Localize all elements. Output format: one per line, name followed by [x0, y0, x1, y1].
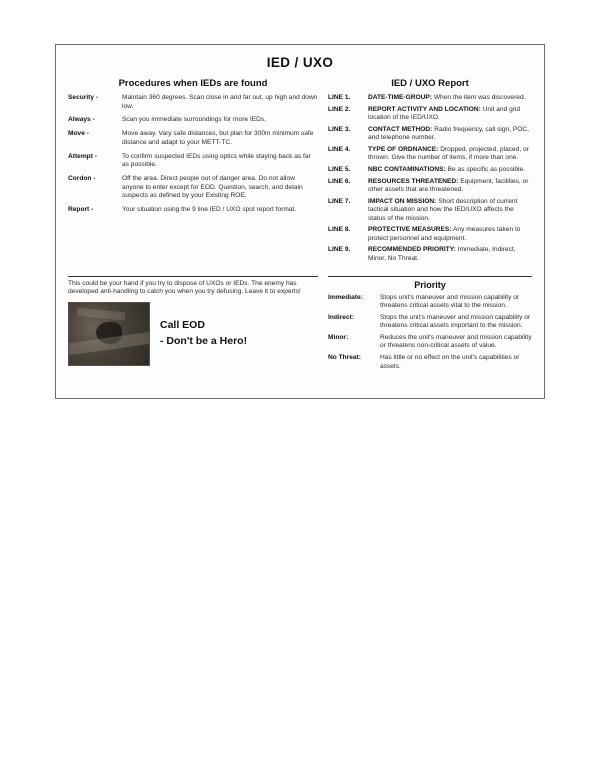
procedure-item [68, 94, 318, 111]
report-line [328, 146, 532, 163]
report-line [328, 166, 532, 175]
report-column [328, 78, 532, 267]
report-line-text: Radio frequency, call sign, POC, and telephone number. [368, 125, 529, 142]
report-line-label: LINE 1. [328, 94, 351, 101]
procedures-heading: Procedures when IEDs are found [118, 78, 268, 89]
report-line-text: Unit and grid location of the IED/UXO. [368, 105, 521, 122]
report-line-title: RESOURCES THREATENED: [368, 177, 459, 185]
content-columns [68, 78, 532, 267]
divider [68, 276, 318, 277]
procedure-label: Cordon - [68, 174, 96, 182]
report-line-title: IMPACT ON MISSION: [368, 197, 437, 205]
priority-text: Stops unit's maneuver and mission capability or threatens critical assets vital to the mission. [380, 293, 520, 310]
procedure-label: Security - [68, 94, 99, 101]
priority-text: Stops the unit's maneuver and mission capability or threatens critical assets important to the mission. [380, 313, 531, 330]
procedures-column [68, 78, 318, 267]
report-line-label: LINE 5. [328, 165, 351, 173]
report-line-label: LINE 3. [328, 125, 351, 133]
report-line [328, 94, 532, 103]
procedure-text: Move away. Vary safe distances, but plan for 300m minimum safe distance and adapt to your METT-TC. [122, 130, 314, 146]
report-line-text: Any measures taken to protect personnel and equipment. [368, 226, 521, 242]
report-line-label: LINE 4. [328, 145, 351, 153]
priority-heading: Priority [414, 279, 446, 290]
report-line-body [368, 94, 532, 103]
report-line-text: Immediate, Indirect, Minor, No Threat. [368, 246, 516, 262]
priority-label: Immediate: [328, 293, 363, 301]
call-eod-line2: - Don't be a Hero! [160, 335, 248, 348]
procedure-item [68, 116, 318, 125]
report-line-body [368, 106, 532, 123]
procedure-label: Move - [68, 130, 89, 138]
call-eod-line1: Call EOD [160, 318, 205, 331]
report-line-title: DATE-TIME-GROUP: [368, 94, 432, 101]
procedure-label: Report - [68, 206, 94, 214]
procedure-text: To confirm suspected IEDs using optics while staying back as far as possible. [122, 152, 311, 169]
report-line-body [368, 178, 532, 195]
report-line [328, 178, 532, 195]
procedure-item [68, 175, 318, 201]
procedure-item [68, 130, 318, 147]
report-line-body [368, 166, 532, 175]
report-heading: IED / UXO Report [391, 78, 469, 89]
report-line-title: NBC CONTAMINATIONS: [368, 165, 446, 173]
document-page [55, 44, 545, 399]
report-line-label: LINE 9. [328, 246, 351, 254]
priority-text: Reduces the unit's maneuver and mission capability or threatens non-critical assets of value. [380, 333, 532, 350]
procedure-text: Scan you immediate surroundings for more IEDs. [122, 116, 267, 124]
report-line-body [368, 198, 532, 224]
report-line-text: Equipment, facilities, or other assets that are threatened. [368, 177, 529, 194]
report-line-body [368, 246, 532, 263]
report-line-title: CONTACT METHOD: [368, 125, 433, 133]
priority-label: No Threat: [328, 353, 361, 361]
photo-highlight [77, 308, 126, 321]
report-line-text: Be as specific as possible. [447, 165, 525, 173]
report-line [328, 246, 532, 263]
report-line-body [368, 226, 532, 243]
procedure-item [68, 153, 318, 170]
procedure-text: Maintain 360 degrees. Scan close in and far out, up high and down low. [122, 94, 318, 110]
priority-label: Indirect: [328, 313, 355, 321]
report-line-title: REPORT ACTIVITY AND LOCATION: [368, 105, 481, 113]
priority-label: Minor: [328, 333, 349, 341]
priority-item [328, 294, 532, 311]
report-line-title: RECOMMENDED PRIORITY: [368, 246, 456, 254]
report-line-label: LINE 7. [328, 197, 351, 205]
report-line-text: Short description of current tactical situation and how the IED/UXO affects the status of the mission. [368, 197, 518, 222]
priority-column [328, 271, 532, 375]
report-line [328, 198, 532, 224]
procedure-label: Attempt - [68, 152, 97, 160]
divider [328, 276, 532, 277]
report-line [328, 126, 532, 143]
priority-item [328, 354, 532, 371]
report-line-label: LINE 2. [328, 105, 351, 113]
injury-photo [68, 302, 150, 366]
procedure-text: Your situation using the 9 line IED / UXO spot report format. [122, 206, 297, 214]
photo-area [68, 302, 318, 366]
procedure-item [68, 206, 318, 215]
report-line-title: PROTECTIVE MEASURES: [368, 226, 452, 234]
warning-column [68, 271, 318, 375]
priority-text: Has little or no effect on the unit's capabilities or assets. [380, 353, 520, 370]
report-line-label: LINE 6. [328, 177, 351, 185]
procedure-label: Always - [68, 116, 95, 124]
call-to-action [160, 318, 247, 351]
report-line [328, 106, 532, 123]
report-line-title: TYPE OF ORDNANCE: [368, 145, 439, 153]
priority-item [328, 334, 532, 351]
warning-text: This could be your hand if you try to dispose of UXOs or IEDs. The enemy has developed anti-handling to catch you when you try defusing. Leave it to experts! [68, 279, 301, 296]
report-line-label: LINE 8. [328, 226, 351, 234]
report-line-body [368, 126, 532, 143]
page-title: IED / UXO [266, 55, 334, 70]
priority-item [328, 314, 532, 331]
report-line-text: Dropped, projected, placed, or thrown. Give the number of items, if more than one. [368, 145, 529, 162]
procedure-text: Off the area. Direct people out of danger area. Do not allow anyone to enter except for EOD. Question, search, and detain suspects as defined by your Existing ROE. [122, 174, 303, 200]
report-line-body [368, 146, 532, 163]
report-line-text: When the item was discovered. [433, 94, 526, 101]
bottom-section [68, 271, 532, 375]
report-line [328, 226, 532, 243]
